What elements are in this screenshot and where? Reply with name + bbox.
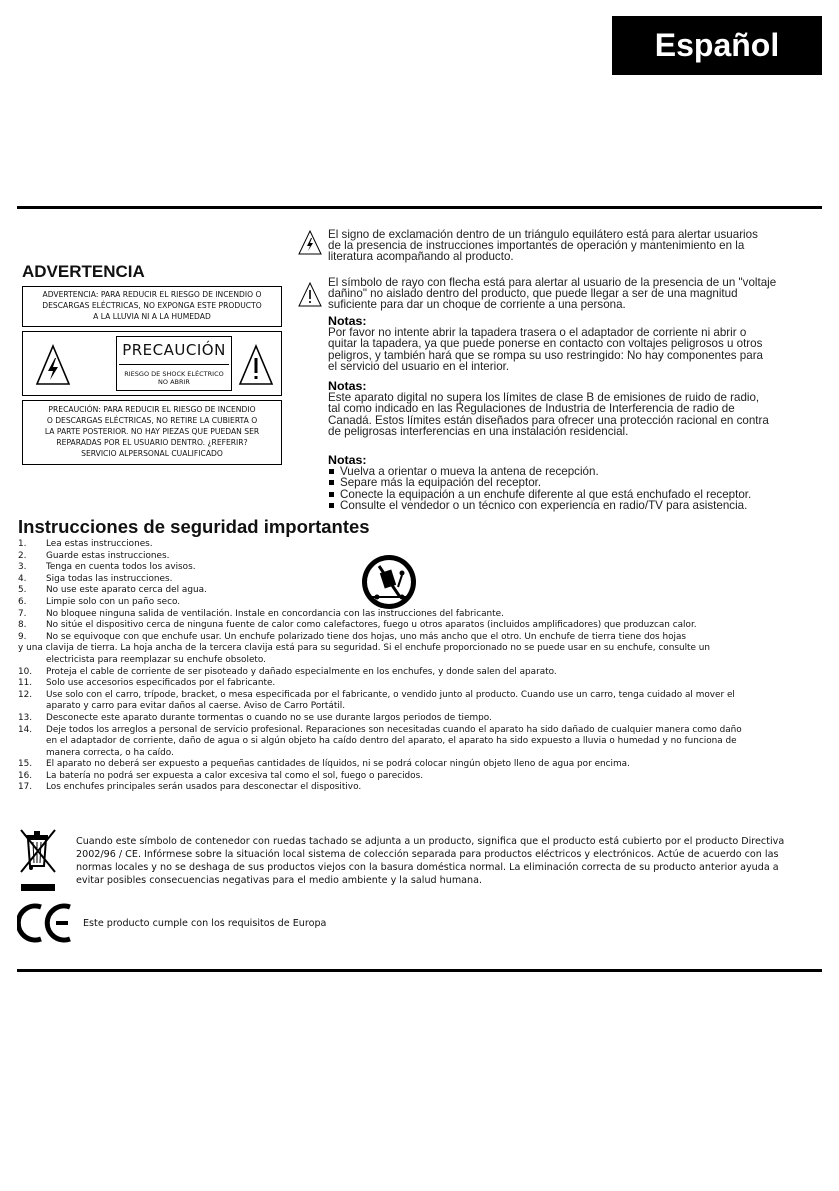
notes-title: Notas: <box>328 453 367 467</box>
exclamation-symbol-text <box>328 229 758 263</box>
top-rule <box>17 206 822 209</box>
item-number: 10. <box>18 666 33 677</box>
precaution-divider <box>119 364 229 365</box>
item-text: Guarde estas instrucciones. <box>46 550 170 561</box>
item-text: No se equivoque con que enchufe usar. Un enchufe polarizado tiene dos hojas, uno más ancho que el otro. Un enchufe de tierra tiene dos hojas <box>46 631 687 642</box>
text-line: El símbolo de rayo con flecha está para alertar al usuario de la presencia de un "voltaje <box>328 276 777 289</box>
item-number: 17. <box>18 782 33 793</box>
bottom-rule <box>17 969 822 972</box>
warning-box-line: PRECAUCIÓN: PARA REDUCIR EL RIESGO DE INCENDIO <box>48 405 256 414</box>
list-item <box>18 771 823 783</box>
item-text: y una clavija de tierra. La hoja ancha de la tercera clavija está para su seguridad. Si el enchufe proporcionado no se puede usar en su enchufe, consulte un <box>18 643 711 654</box>
bullet-item: Conecte la equipación a un enchufe diferente al que está enchufado el receptor. <box>328 489 751 500</box>
item-text: La batería no podrá ser expuesta a calor excesiva tal como el sol, fuego o parecidos. <box>46 770 424 781</box>
text-line: literatura acompañando al producto. <box>328 250 514 264</box>
precaution-heading: PRECAUCIÓN <box>122 341 226 359</box>
precaution-subtext <box>117 370 231 386</box>
list-item <box>18 667 823 679</box>
warning-box-line: REPARADAS POR EL USUARIO DENTRO. ¿REFERIR? <box>56 438 248 447</box>
safety-title: Instrucciones de seguridad importantes <box>18 516 370 537</box>
text-line: peligros, y también hará que se rompa su uso restringido: No hay componentes para <box>328 348 764 362</box>
item-number: 14. <box>18 724 33 735</box>
warning-box-line: SERVICIO ALPERSONAL CUALIFICADO <box>81 449 223 458</box>
list-item <box>18 574 823 586</box>
warning-box-cover <box>22 400 282 465</box>
item-number: 9. <box>18 631 27 642</box>
text-line: El signo de exclamación dentro de un triángulo equilátero está para alertar usuarios <box>328 228 758 241</box>
notes-radio <box>328 381 769 437</box>
lightning-symbol-text <box>328 277 776 311</box>
warning-box-rain <box>22 286 282 327</box>
list-item <box>18 539 823 551</box>
text-line: el servicio del usuario en el interior. <box>328 359 510 373</box>
notes-title: Notas: <box>328 314 367 328</box>
item-text: Tenga en cuenta todos los avisos. <box>46 562 196 573</box>
item-text: Lea estas instrucciones. <box>46 539 153 549</box>
item-text: electricista para reemplazar su enchufe obsoleto. <box>46 654 266 665</box>
item-text: No bloquee ninguna salida de ventilación. Instale en concordancia con las instrucciones del fabricante. <box>46 608 504 619</box>
text-line: de la presencia de instrucciones importantes de operación y mantenimiento en la <box>328 239 745 253</box>
item-text: Siga todas las instrucciones. <box>46 573 173 584</box>
item-number: 3. <box>18 562 27 573</box>
item-text: Los enchufes principales serán usados para desconectar el dispositivo. <box>46 782 362 793</box>
item-number: 7. <box>18 608 27 619</box>
text-line: Cuando este símbolo de contenedor con ruedas tachado se adjunta a un producto, significa que el producto está cubierto por el producto Directiva <box>76 836 785 847</box>
item-number: 5. <box>18 585 27 596</box>
list-item <box>18 620 823 632</box>
weee-bin-icon <box>17 826 59 894</box>
list-item <box>18 632 823 667</box>
precaution-sub-line: RIESGO DE SHOCK ELÉCTRICO <box>124 370 224 378</box>
text-line: normas locales y no se deshaga de sus productos viejos con la basura doméstica normal. La eliminación correcta de su producto anterior ayuda a <box>76 861 779 873</box>
warning-box-line: O DESCARGAS ELÉCTRICAS, NO RETIRE LA CUBIERTA O <box>46 416 258 425</box>
lightning-triangle-icon <box>298 230 322 256</box>
item-number: 12. <box>18 689 33 700</box>
bullet-item: Consulte el vendedor o un técnico con experiencia en radio/TV para asistencia. <box>328 500 751 511</box>
precaution-sub-line: NO ABRIR <box>158 378 190 386</box>
warning-box-line: DESCARGAS ELÉCTRICAS, NO EXPONGA ESTE PRODUCTO <box>42 301 262 310</box>
warning-title: ADVERTENCIA <box>22 262 145 281</box>
item-number: 4. <box>18 573 27 584</box>
text-line: quitar la tapadera, ya que puede ponerse en contacto con voltajes peligrosos u otros <box>328 337 763 351</box>
list-item <box>18 551 823 563</box>
text-line: Por favor no intente abrir la tapadera trasera o el adaptador de corriente ni abrir o <box>328 326 747 340</box>
item-text: Solo use accesorios especificados por el fabricante. <box>46 678 276 689</box>
text-line: suficiente para dar un choque de corriente a una persona. <box>328 298 626 312</box>
safety-list <box>18 539 823 794</box>
warning-box-line: ADVERTENCIA: PARA REDUCIR EL RIESGO DE INCENDIO O <box>42 290 262 299</box>
item-text: El aparato no deberá ser expuesto a pequeñas cantidades de líquidos, ni se podrá colocar ningún objeto lleno de agua por encima. <box>46 759 630 770</box>
item-number: 8. <box>18 620 27 631</box>
text-line: de peligrosas interferencias en una instalación residencial. <box>328 424 629 438</box>
text-line: 2002/96 / CE. Infórmese sobre la situación local sistema de colección separada para productos eléctricos y electrónicos. Actúe de acuerdo con las <box>76 848 779 860</box>
precaution-inner-box <box>116 336 232 391</box>
list-item <box>18 713 823 725</box>
notes-cover <box>328 316 763 372</box>
list-item <box>18 782 823 794</box>
item-text: aparato y carro para evitar daños al caerse. Aviso de Carro Portátil. <box>46 701 346 712</box>
item-number: 16. <box>18 770 33 781</box>
notes-title: Notas: <box>328 379 367 393</box>
item-text: No sitúe el dispositivo cerca de ninguna fuente de calor como calefactores, fuego u otros aparatos (incluidos amplificadores) que produzcan calor. <box>46 620 697 631</box>
weee-text <box>76 836 824 888</box>
ce-mark-icon <box>17 902 75 944</box>
item-number: 15. <box>18 759 33 770</box>
item-text: Limpie solo con un paño seco. <box>46 596 181 607</box>
list-item <box>18 609 823 621</box>
text-line: dañino" no aislado dentro del producto, que puede llegar a ser de una magnitud <box>328 287 738 301</box>
item-text: Deje todos los arreglos a personal de servicio profesional. Reparaciones son necesitadas cuando el aparato ha sido dañado de cualquier manera como daño <box>46 724 742 735</box>
item-number: 6. <box>18 596 27 607</box>
item-number: 2. <box>18 550 27 561</box>
item-text: Proteja el cable de corriente de ser pisoteado y dañado especialmente en los enchufes, y donde salen del aparato. <box>46 666 557 677</box>
text-line: tal como indicado en las Regulaciones de Industria de Interferencia de radio de <box>328 402 735 416</box>
bullet-item: Separe más la equipación del receptor. <box>328 477 751 488</box>
precaution-label-box <box>22 331 282 396</box>
list-item <box>18 690 823 713</box>
notes-interference <box>328 455 751 511</box>
list-item <box>18 678 823 690</box>
list-item <box>18 562 823 574</box>
list-item <box>18 597 823 609</box>
item-number: 13. <box>18 712 33 723</box>
warning-box-line: A LA LLUVIA NI A LA HUMEDAD <box>93 312 211 321</box>
warning-box-line: LA PARTE POSTERIOR. NO HAY PIEZAS QUE PUEDAN SER <box>44 427 260 436</box>
item-text: manera correcta, o ha caído. <box>46 747 174 758</box>
text-line: Este aparato digital no supera los límites de clase B de emisiones de ruido de radio, <box>328 391 760 405</box>
item-number: 11. <box>18 678 33 689</box>
ce-text: Este producto cumple con los requisitos de Europa <box>83 918 327 929</box>
item-number: 1. <box>18 539 27 549</box>
list-item <box>18 725 823 760</box>
item-text: Use solo con el carro, trípode, bracket, o mesa especificada por el fabricante, o vendido junto al producto. Cuando use un carro, tenga cuidado al mover el <box>46 689 735 700</box>
text-line: evitar posibles consecuencias negativas para el medio ambiente y la salud humana. <box>76 874 483 886</box>
text-line: Canadá. Estos límites están diseñados para ofrecer una protección racional en contra <box>328 413 769 427</box>
bullet-item: Vuelva a orientar o mueva la antena de recepción. <box>328 466 751 477</box>
list-item <box>18 585 823 597</box>
lightning-triangle-icon <box>35 344 71 386</box>
language-badge: Español <box>612 16 822 75</box>
item-text: en el adaptador de corriente, daño de agua o si algún objeto ha caído dentro del aparato, el aparato ha sido expuesto a lluvia o humedad y no funciona de <box>46 736 737 747</box>
exclamation-triangle-icon <box>298 282 322 308</box>
item-text: Desconecte este aparato durante tormentas o cuando no se use durante largos periodos de tiempo. <box>46 712 492 723</box>
item-text: No use este aparato cerca del agua. <box>46 585 207 596</box>
exclamation-triangle-icon <box>238 344 274 386</box>
list-item <box>18 759 823 771</box>
